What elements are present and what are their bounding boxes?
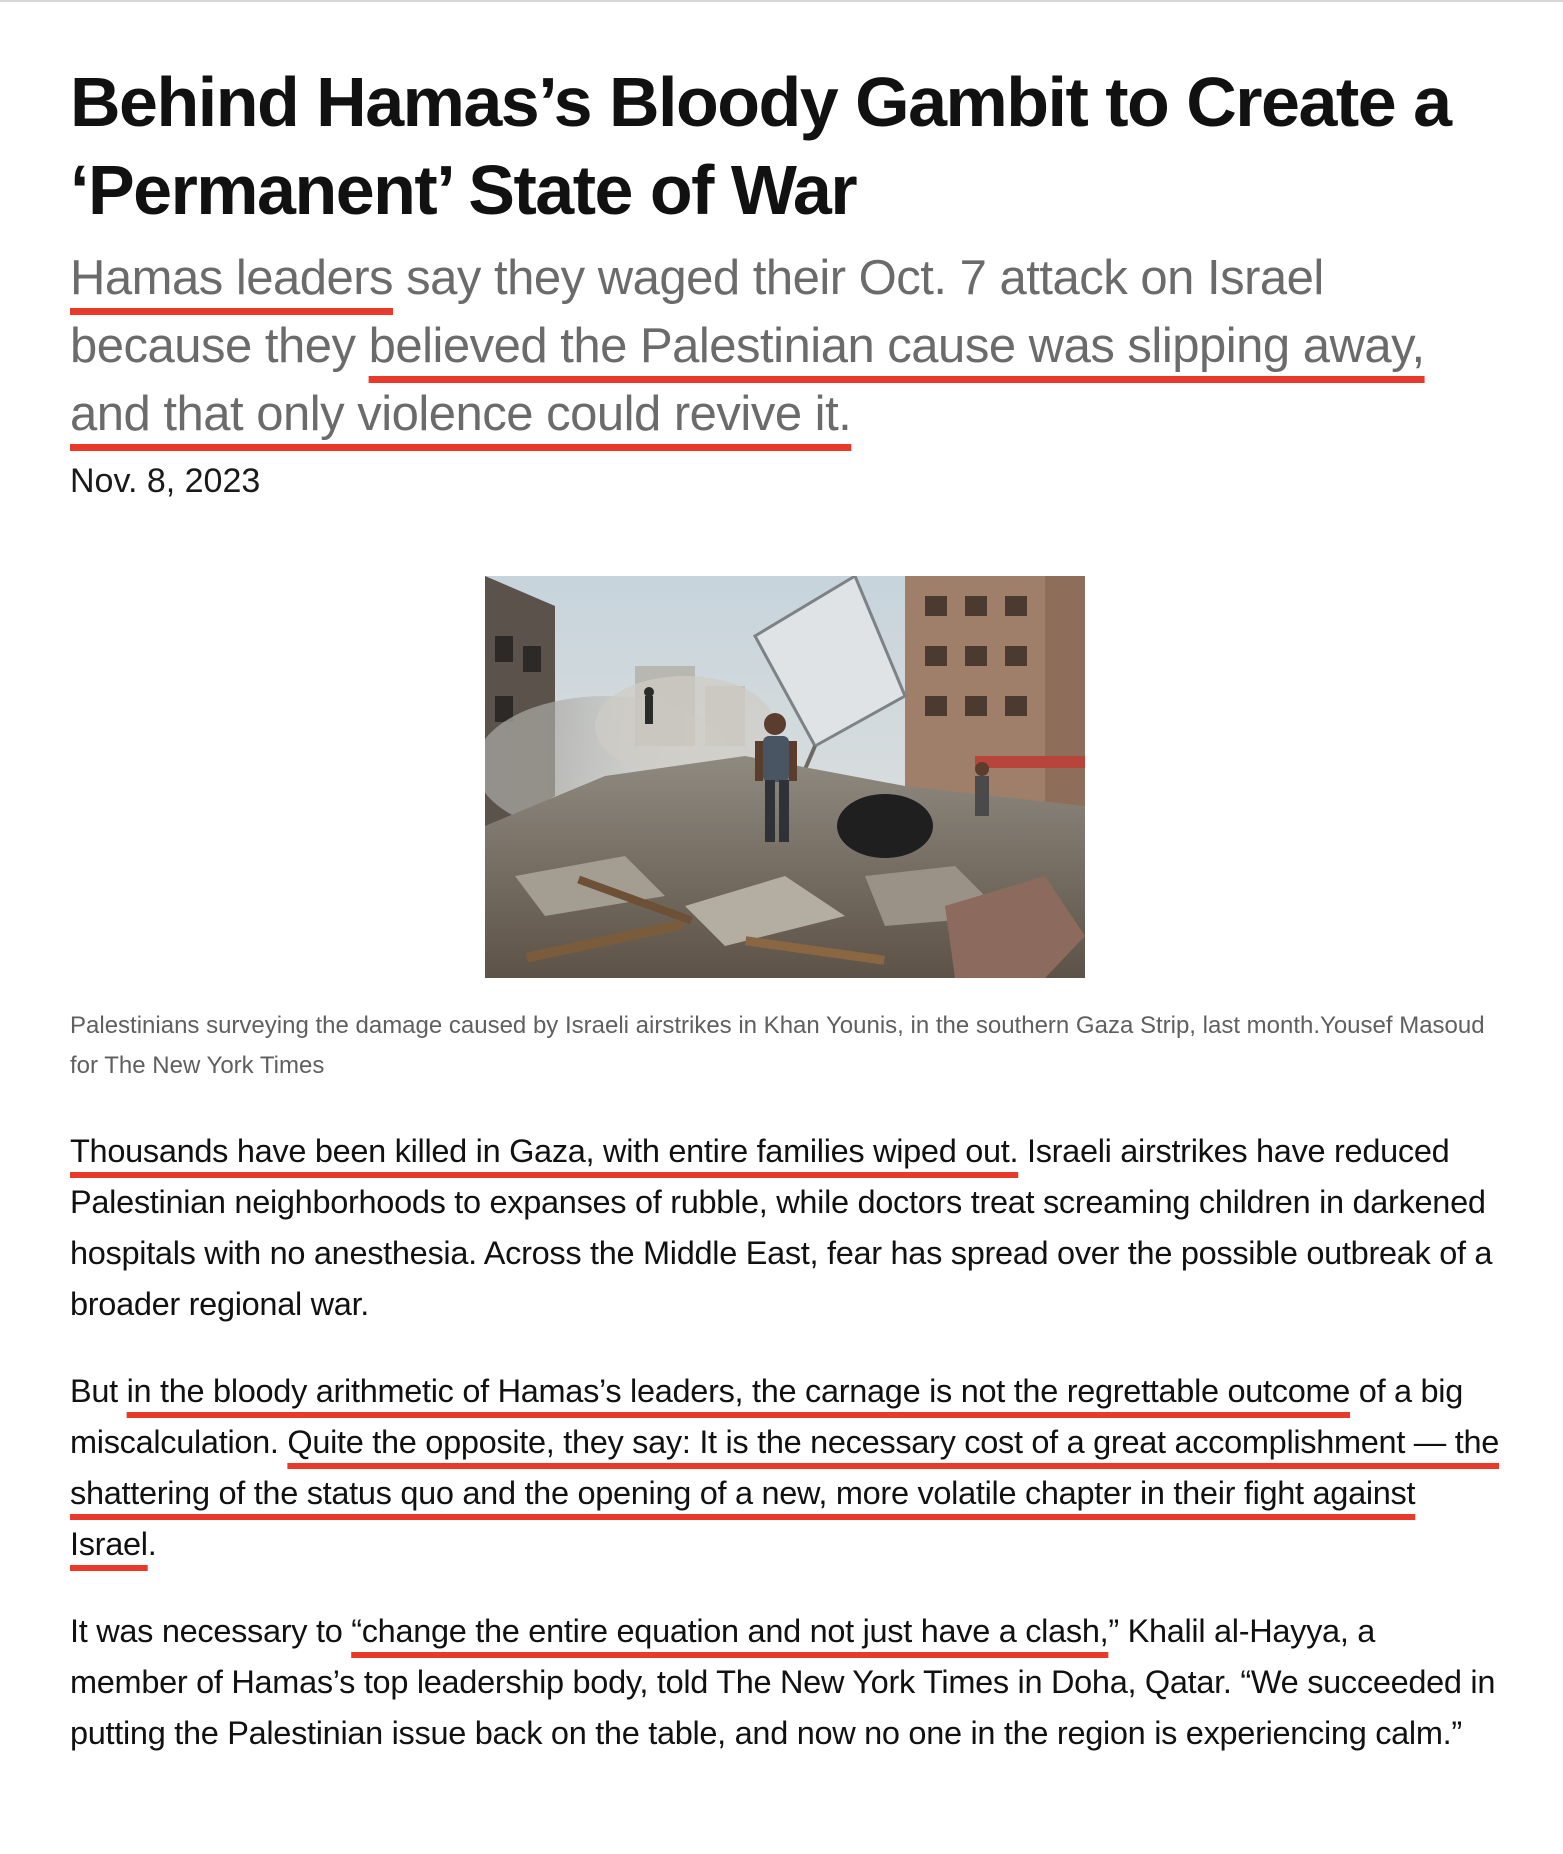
top-divider	[0, 0, 1563, 2]
article-summary	[70, 244, 1500, 448]
paragraph-2	[70, 1366, 1500, 1570]
paragraph-1	[70, 1126, 1500, 1330]
paragraph-3-text-1: It was necessary to	[70, 1613, 352, 1649]
summary-highlight-1: Hamas leaders	[70, 251, 394, 305]
paragraph-1-highlight-1: Thousands have been killed in Gaza, with entire families wiped out.	[70, 1133, 1019, 1169]
lead-figure	[70, 576, 1500, 1086]
paragraph-2-highlight-2: Quite the opposite, they say: It is the necessary cost of a great accomplishment — the shattering of the status quo and the opening of a new, more volatile chapter in their fight against Israel	[70, 1424, 1500, 1562]
article-headline: Behind Hamas’s Bloody Gambit to Create a ‘Permanent’ State of War	[70, 63, 1451, 229]
summary-highlight-2: believed the Palestinian cause was slipping away, and that only violence could revive it.	[70, 319, 1425, 441]
paragraph-2-text-2: of a big miscalculation.	[70, 1373, 1464, 1460]
publish-date: Nov. 8, 2023	[70, 462, 261, 500]
article-body	[70, 1126, 1500, 1759]
photo-caption: Palestinians surveying the damage caused by Israeli airstrikes in Khan Younis, in the southern Gaza Strip, last month.Yousef Masoud for The New York Times	[70, 1012, 1485, 1079]
summary-text-1: say they waged their Oct. 7 attack on Israel because they	[70, 251, 1324, 373]
paragraph-2-text-1: But	[70, 1373, 127, 1409]
paragraph-1-text-1: Israeli airstrikes have reduced Palestinian neighborhoods to expanses of rubble, while doctors treat screaming children in darkened hospitals with no anesthesia. Across the Middle East, fear has spread over the possible outbreak of a broader regional war.	[70, 1133, 1493, 1322]
paragraph-3-highlight-1: “change the entire equation and not just have a clash,	[351, 1613, 1109, 1649]
lead-photo	[485, 576, 1085, 978]
paragraph-3	[70, 1606, 1500, 1759]
paragraph-2-text-3: .	[147, 1526, 157, 1562]
paragraph-2-highlight-1: in the bloody arithmetic of Hamas’s leaders, the carnage is not the regrettable outcome	[126, 1373, 1351, 1409]
paragraph-3-text-2: ” Khalil al-Hayya, a member of Hamas’s top leadership body, told The New York Times in Doha, Qatar. “We succeeded in putting the Palestinian issue back on the table, and now no one in the region is experiencing calm.”	[70, 1613, 1496, 1751]
article	[70, 58, 1500, 1795]
